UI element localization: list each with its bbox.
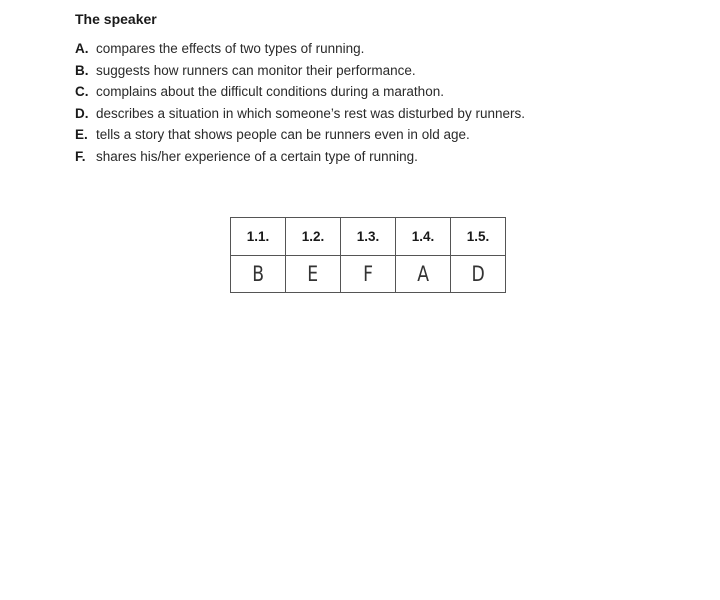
answer-cell	[451, 256, 506, 293]
answer-cell	[231, 256, 286, 293]
answer-cell	[286, 256, 341, 293]
question-number-row	[231, 218, 506, 256]
option-letter: D.	[75, 105, 89, 121]
option-letter: E.	[75, 127, 88, 143]
option-text: suggests how runners can monitor their performance.	[96, 62, 416, 78]
option-text: describes a situation in which someone’s rest was disturbed by runners.	[96, 105, 525, 121]
option-text: complains about the difficult conditions during a marathon.	[96, 84, 444, 100]
answer-table	[230, 217, 506, 293]
question-number-cell: 1.3.	[341, 218, 396, 256]
option-text: tells a story that shows people can be runners even in old age.	[96, 127, 470, 143]
option-letter: C.	[75, 84, 89, 100]
handwritten-answer: F	[363, 262, 373, 286]
answer-row	[231, 256, 506, 293]
option-item-e	[75, 126, 525, 148]
handwritten-answer: E	[307, 262, 319, 286]
option-item-b	[75, 62, 525, 84]
answer-cell	[341, 256, 396, 293]
option-item-d	[75, 105, 525, 127]
handwritten-answer: A	[417, 262, 429, 286]
option-item-a	[75, 40, 525, 62]
options-list	[75, 40, 525, 170]
option-item-c	[75, 83, 525, 105]
question-number-cell: 1.2.	[286, 218, 341, 256]
option-letter: A.	[75, 41, 89, 56]
question-number-cell: 1.5.	[451, 218, 506, 256]
handwritten-answer: D	[471, 262, 485, 286]
option-letter: B.	[75, 62, 89, 78]
option-text: compares the effects of two types of running.	[96, 41, 365, 56]
question-number-cell: 1.1.	[231, 218, 286, 256]
option-item-f	[75, 148, 525, 170]
option-text: shares his/her experience of a certain type of running.	[96, 148, 418, 164]
handwritten-answer: B	[252, 262, 264, 286]
option-letter: F.	[75, 148, 86, 164]
section-heading: The speaker	[75, 11, 157, 27]
answer-cell	[396, 256, 451, 293]
question-number-cell: 1.4.	[396, 218, 451, 256]
